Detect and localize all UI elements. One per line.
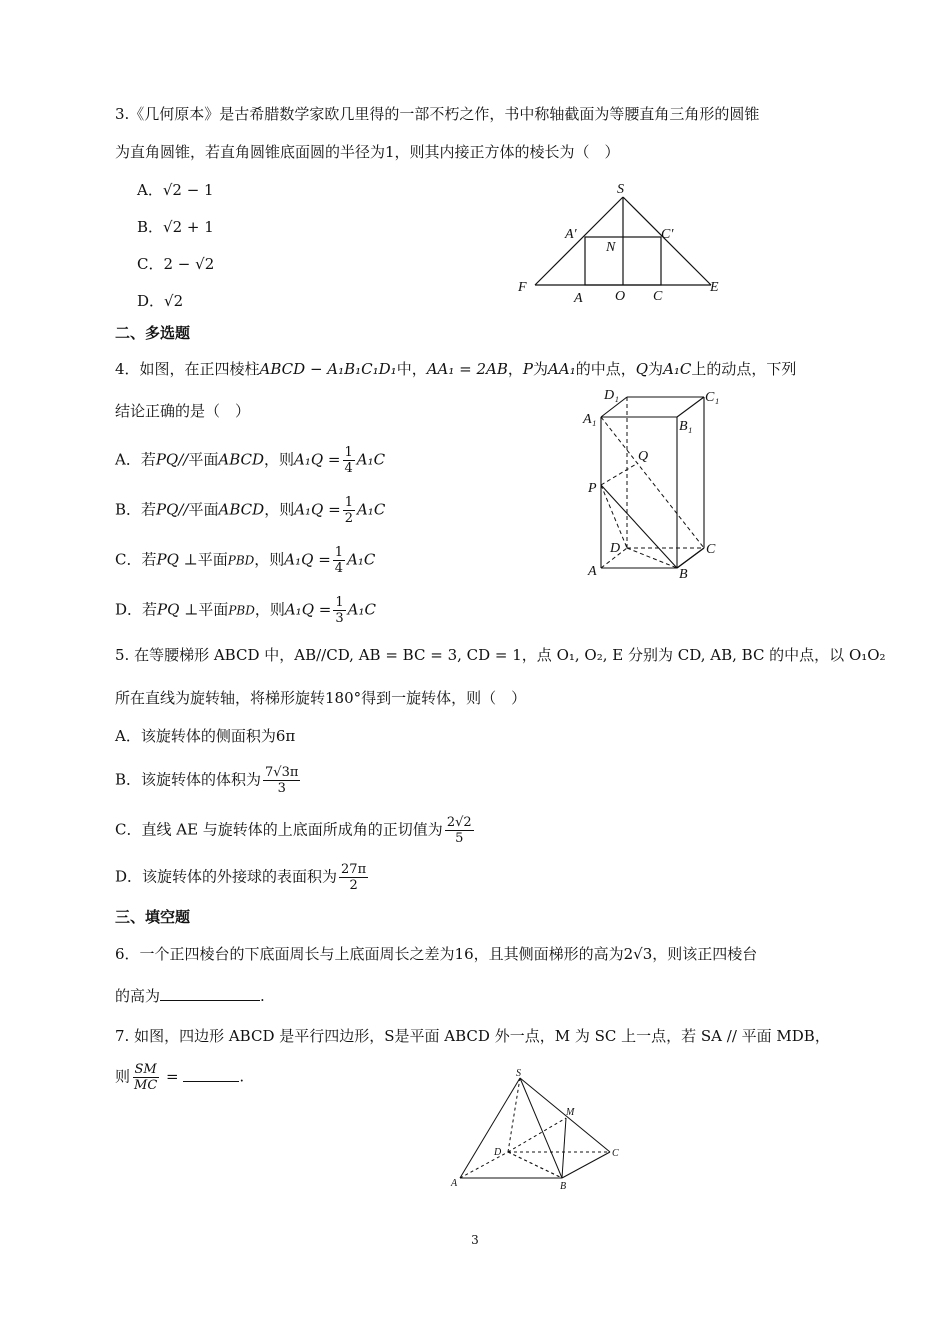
q7-pyramid-figure [450, 1068, 630, 1193]
q5-option-a: A．该旋转体的侧面积为6π [115, 727, 296, 745]
q4-stem-line2: 结论正确的是（ ） [115, 402, 251, 420]
section-multiple-choice: 二、多选题 [115, 324, 191, 342]
q3-label-f: F [518, 280, 527, 295]
q7-label-a: A [451, 1178, 458, 1189]
q4-label-c: C [706, 542, 716, 557]
q3-stem-line2: 为直角圆锥，若直角圆锥底面圆的半径为1，则其内接正方体的棱长为（ ） [115, 143, 620, 161]
q3-label-o: O [615, 289, 626, 304]
q7-label-s: S [516, 1068, 521, 1079]
q3-label-n: N [606, 240, 616, 255]
q3-label-e: E [710, 280, 719, 295]
q4-label-p: P [588, 481, 597, 496]
q4-option-c: C．若PQ ⊥平面PBD，则A₁Q = $\frac{1}{4}$ A₁C [115, 545, 376, 576]
q7-answer-blank[interactable] [183, 1067, 239, 1082]
q5-option-b: B．该旋转体的体积为 $\frac{7√3\pi}{3}$ [115, 765, 299, 796]
section-fill-blank: 三、填空题 [115, 908, 191, 926]
q4-label-b1: B₁ [679, 419, 693, 434]
q4-label-a1: A₁ [583, 412, 597, 427]
q4-prism-figure [580, 385, 730, 585]
q3-label-a: A [574, 291, 583, 306]
q4-option-a: A．若PQ//平面ABCD，则A₁Q = $\frac{1}{4}$ A₁C [115, 445, 386, 476]
q4-label-a: A [588, 564, 597, 579]
q3-option-d: D．√2 [137, 292, 184, 310]
q6-stem-line1: 6．一个正四棱台的下底面周长与上底面周长之差为16，且其侧面梯形的高为2√3，则该正四棱台 [115, 945, 758, 963]
q7-label-b: B [560, 1181, 567, 1192]
q6-answer-blank[interactable] [160, 986, 260, 1001]
q3-label-c1: C′ [661, 227, 674, 242]
q4-label-q: Q [638, 449, 649, 464]
q3-option-c: C．2 − √2 [137, 255, 215, 273]
q4-label-d: D [610, 541, 621, 556]
q5-option-c: C．直线 AE 与旋转体的上底面所成角的正切值为 $\frac{2√2}{5}$ [115, 815, 472, 846]
q3-option-b: B．√2 + 1 [137, 218, 214, 236]
q3-label-s: S [617, 182, 624, 197]
q7-stem-line2: 则 $\frac{SM}{MC}$ = . [115, 1062, 245, 1093]
q3-stem-line1: 3.《几何原本》是古希腊数学家欧几里得的一部不朽之作，书中称轴截面为等腰直角三角形的圆锥 [115, 105, 760, 123]
q5-option-d: D．该旋转体的外接球的表面积为 $\frac{27\pi}{2}$ [115, 862, 367, 893]
q5-stem-line2: 所在直线为旋转轴，将梯形旋转180°得到一旋转体，则（ ） [115, 689, 527, 707]
page-number: 3 [471, 1233, 479, 1247]
q4-option-b: B．若PQ//平面ABCD，则A₁Q = $\frac{1}{2}$ A₁C [115, 495, 386, 526]
q4-stem-line1: 4．如图，在正四棱柱ABCD − A₁B₁C₁D₁中，AA₁ = 2AB，P为AA₁的中点，Q为A₁C上的动点，下列 [115, 360, 797, 378]
q4-label-c1: C₁ [705, 390, 720, 405]
q3-label-c: C [653, 289, 663, 304]
q7-stem-line1: 7. 如图，四边形 ABCD 是平行四边形，S是平面 ABCD 外一点，M 为 SC 上一点，若 SA // 平面 MDB， [115, 1027, 830, 1045]
q4-label-d1: D₁ [604, 388, 619, 403]
q5-stem-line1: 5. 在等腰梯形 ABCD 中，AB//CD, AB = BC = 3, CD = 1，点 O₁, O₂, E 分别为 CD, AB, BC 的中点，以 O₁O₂ [115, 646, 886, 664]
q7-label-c: C [612, 1148, 619, 1159]
q6-stem-line2: 的高为 . [115, 987, 265, 1005]
q7-label-d: D [494, 1147, 502, 1158]
q4-option-d: D．若PQ ⊥平面PBD，则A₁Q = $\frac{1}{3}$ A₁C [115, 595, 376, 626]
q3-option-a: A．√2 − 1 [137, 181, 214, 199]
q4-label-b: B [679, 567, 688, 582]
q7-label-m: M [566, 1107, 575, 1118]
q3-cone-figure [510, 180, 730, 310]
q3-label-a1: A′ [565, 227, 577, 242]
